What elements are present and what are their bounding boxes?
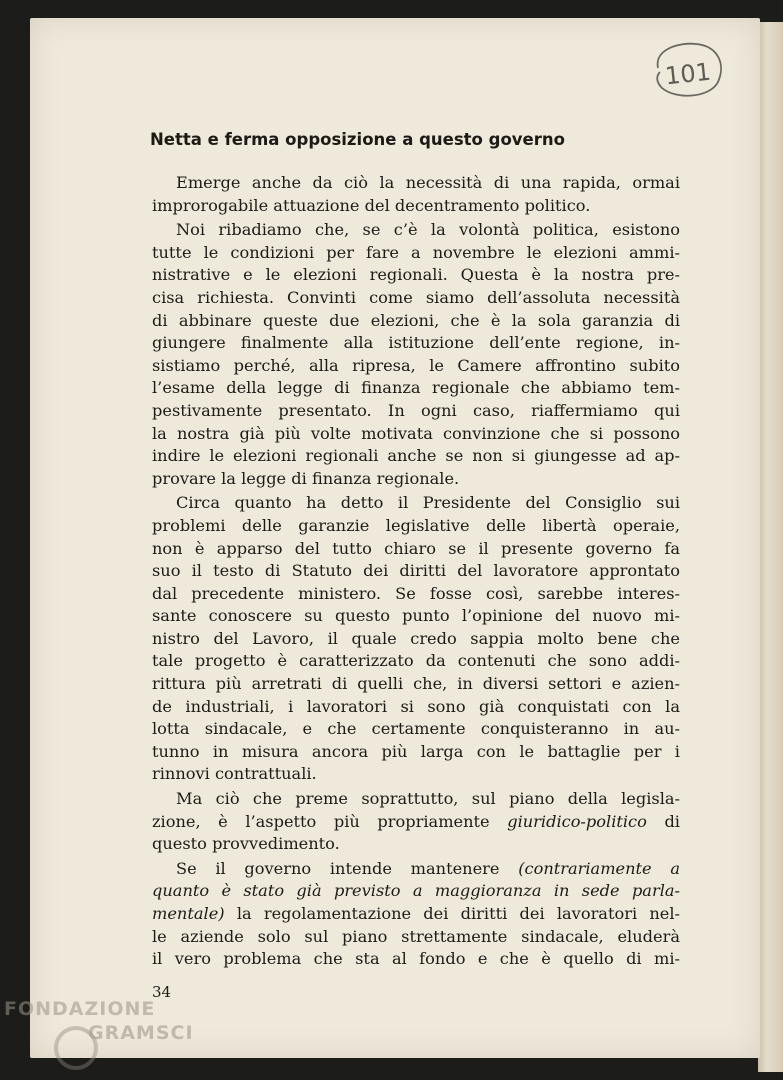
- text-line: cisa richiesta. Convinti come siamo dell’assoluta necessità: [152, 287, 680, 307]
- text-line: tunno in misura ancora più larga con le battaglie per i: [152, 741, 680, 761]
- text-line: quanto è stato già previsto a maggioranza in sede parla-: [152, 881, 680, 901]
- text-line: Emerge anche da ciò la necessità di una rapida, ormai: [176, 173, 680, 192]
- text-line: nistrative e le elezioni regionali. Questa è la nostra pre-: [152, 265, 680, 285]
- text-line: rittura più arretrati di quelli che, in diversi settori e azien-: [152, 674, 680, 694]
- text-line: lotta sindacale, e che certamente conquisteranno in au-: [152, 719, 680, 739]
- page-number: 34: [152, 983, 172, 1001]
- text-line: nistro del Lavoro, il quale credo sappia molto bene che: [152, 628, 680, 648]
- section-heading: Netta e ferma opposizione a questo governo: [150, 130, 565, 149]
- text-line: Noi ribadiamo che, se c’è la volontà politica, esistono: [176, 220, 680, 240]
- text-line: le aziende solo sul piano strettamente sindacale, eluderà: [152, 926, 680, 946]
- text-line: mentale) la regolamentazione dei diritti dei lavoratori nel-: [152, 904, 680, 923]
- text-line: l’esame della legge di finanza regionale che abbiamo tem-: [152, 378, 680, 398]
- text-line: pestivamente presentato. In ogni caso, riaffermiamo qui: [152, 400, 680, 420]
- text-line: sistiamo perché, alla ripresa, le Camere affrontino subito: [152, 355, 680, 375]
- book-edge: [758, 22, 783, 1072]
- text-line: la nostra già più volte motivata convinzione che si possono: [152, 423, 680, 443]
- watermark-text-bottom: GRAMSCI: [88, 1022, 194, 1044]
- body-text: [152, 172, 680, 971]
- text-line: zione, è l’aspetto più propriamente giuridico-politico di: [152, 811, 680, 831]
- text-line: tale progetto è caratterizzato da contenuti che sono addi-: [152, 651, 680, 671]
- text-line: Se il governo intende mantenere (contrariamente a: [176, 858, 680, 878]
- text-line: rinnovi contrattuali.: [152, 764, 317, 784]
- text-line: problemi delle garanzie legislative delle libertà operaie,: [152, 515, 680, 535]
- text-line: indire le elezioni regionali anche se non si giungesse ad ap-: [152, 446, 680, 466]
- text-line: provare la legge di finanza regionale.: [152, 468, 460, 488]
- text-line: dal precedente ministero. Se fosse così, sarebbe interes-: [152, 583, 680, 603]
- text-line: Ma ciò che preme soprattutto, sul piano della legisla-: [176, 789, 680, 809]
- text-line: de industriali, i lavoratori si sono già conquistati con la: [152, 696, 680, 716]
- text-line: suo il testo di Statuto dei diritti del lavoratore approntato: [152, 561, 680, 581]
- text-line: non è apparso del tutto chiaro se il presente governo fa: [152, 538, 680, 558]
- watermark-text-top: FONDAZIONE: [4, 998, 156, 1020]
- text-line: tutte le condizioni per fare a novembre le elezioni ammi-: [152, 242, 680, 262]
- text-line: improrogabile attuazione del decentramento politico.: [152, 195, 591, 215]
- text-line: giungere finalmente alla istituzione dell’ente regione, in-: [152, 333, 680, 353]
- handwritten-number: 101: [663, 57, 713, 91]
- text-line: Circa quanto ha detto il Presidente del Consiglio sui: [176, 493, 680, 513]
- text-line: questo provvedimento.: [152, 834, 340, 854]
- text-line: sante conoscere su questo punto l’opinione del nuovo mi-: [152, 606, 680, 626]
- text-line: di abbinare queste due elezioni, che è la sola garanzia di: [152, 310, 680, 330]
- text-line: il vero problema che sta al fondo e che è quello di mi-: [152, 949, 680, 969]
- handwritten-page-number-stamp: [648, 38, 726, 102]
